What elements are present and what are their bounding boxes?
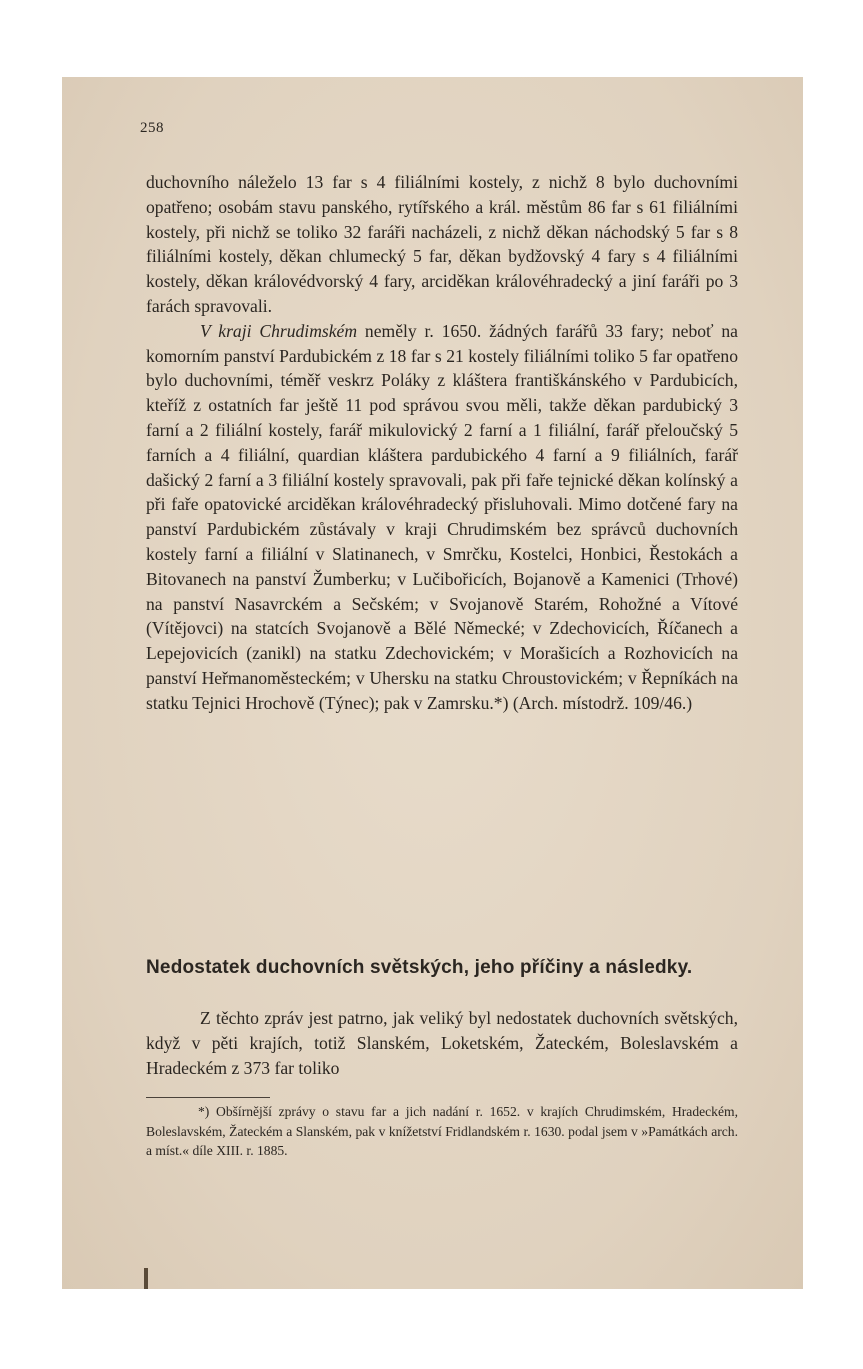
paragraph-2 <box>146 319 738 716</box>
main-text <box>146 170 738 716</box>
paragraph-3: Z těchto zpráv jest patrno, jak veliký byl nedostatek duchovních světských, když v pěti krajích, totiž Slanském, Loketském, Žateckém, Boleslavském a Hradeckém z 373 far toliko <box>146 1008 738 1078</box>
scan-edge-mark <box>144 1268 148 1289</box>
section-text <box>146 1006 738 1080</box>
footnote <box>146 1102 738 1161</box>
paragraph-2-text: neměly r. 1650. žádných farářů 33 fary; neboť na komorním panství Pardubickém z 18 far s 21 kostely filiálními toliko 5 far opatřeno bylo duchovními, téměř veskrz Poláky z kláštera františkánského v Pardubicích, kteříž z ostatních far ještě 11 pod správou svou měli, takže děkan pardubický 3 farní a 2 filiální kostely, farář mikulovický 2 farní a 1 filiální, farář přeloučský 5 farních a 4 filiální, quardian kláštera pardubického 4 farní a 9 filiálních, farář dašický 2 farní a 3 filiální kostely spravovali, pak při faře tejnické děkan kolínský a při faře opatovické arciděkan královéhradecký přisluhovali. Mimo dotčené fary na panství Pardubickém zůstávaly v kraji Chrudimském bez správců duchovních kostely farní a filiální v Slatinanech, v Smrčku, Kostelci, Honbici, Řestokách a Bitovanech na panství Žumberku; v Lučibořicích, Bojanově a Kamenici (Trhové) na panství Nasavrckém a Sečském; v Svojanově Starém, Rohožné a Vítové (Vítějovci) na statcích Svojanově a Bělé Německé; v Zdechovicích, Říčanech a Lepejovicích (zanikl) na statku Zdechovickém; v Morašicích a Rozhovicích na panství Heřmanoměsteckém; v Uhersku na statku Chroustovickém; v Řepníkách na statku Tejnici Hrochově (Týnec); pak v Zamrsku.*) (Arch. místodrž. 109/46.) <box>146 320 738 713</box>
page-number: 258 <box>140 120 164 136</box>
section-heading: Nedostatek duchovních světských, jeho příčiny a následky. <box>146 957 693 978</box>
paragraph-1: duchovního náleželo 13 far s 4 filiálními kostely, z nichž 8 bylo duchovními opatřeno; osobám stavu panského, rytířského a král. městům 86 far s 61 filiálními kostely, při nichž se toliko 32 faráři nacházeli, z nichž děkan náchodský 5 far s 8 filiálními kostely, děkan chlumecký 5 far, děkan bydžovský 4 fary s 4 filiálními kostely, děkan královédvorský 4 fary, arciděkan královéhradecký a jiní faráři po 3 farách spravovali. <box>146 172 738 316</box>
footnote-text: *) Obšírnější zprávy o stavu far a jich nadání r. 1652. v krajích Chrudimském, Hradeckém, Boleslavském, Žateckém a Slanském, pak v knížetství Fridlandském r. 1630. podal jsem v »Památkách arch. a míst.« díle XIII. r. 1885. <box>146 1104 738 1158</box>
paragraph-2-italic-lead: V kraji Chrudimském <box>200 320 358 341</box>
footnote-divider <box>146 1097 270 1098</box>
